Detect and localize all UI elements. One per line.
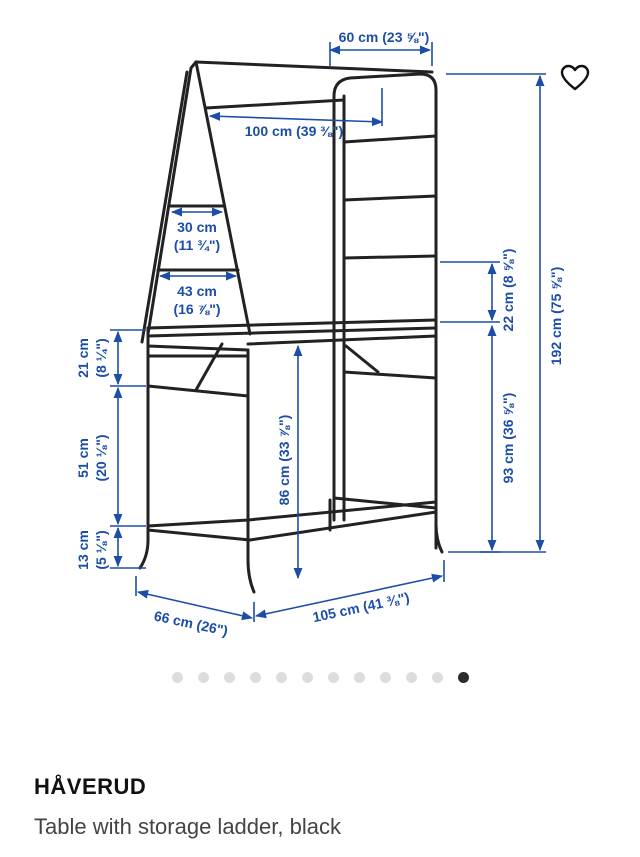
dim-left-low-gap-in: (5 ⅛") <box>93 530 109 570</box>
gallery-dot[interactable] <box>406 672 417 683</box>
favorite-button[interactable] <box>556 60 594 96</box>
product-name: HÅVERUD <box>34 774 147 799</box>
dim-depth: 66 cm (26") <box>152 607 230 639</box>
dim-upper-shelf-1-in: (11 ¾") <box>173 237 221 253</box>
dim-left-top-gap-in: (8 ¼") <box>93 338 109 378</box>
gallery-pagination <box>0 668 640 688</box>
dim-upper-shelf-2: 43 cm <box>177 283 217 299</box>
gallery-dot[interactable] <box>432 672 443 683</box>
dim-left-mid-gap-in: (20 ⅛") <box>93 434 109 482</box>
gallery-dot[interactable] <box>198 672 209 683</box>
gallery-dot[interactable] <box>224 672 235 683</box>
dim-left-mid-gap: 51 cm <box>75 438 91 478</box>
product-description: Table with storage ladder, black <box>34 814 341 839</box>
dim-ladder-span: 100 cm (39 ⅜") <box>244 123 344 139</box>
dim-table-height: 86 cm (33 ⅞") <box>276 414 292 506</box>
gallery-dot[interactable] <box>380 672 391 683</box>
heart-outline-icon <box>560 64 590 92</box>
dim-upper-shelf-1: 30 cm <box>177 219 217 235</box>
gallery-dot[interactable] <box>172 672 183 683</box>
dim-top-shelf-gap: 22 cm (8 ⅝") <box>500 248 516 332</box>
dim-top-width: 60 cm (23 ⅝") <box>338 29 430 45</box>
dim-upper-shelf-2-in: (16 ⅞") <box>173 301 221 317</box>
dim-total-height: 192 cm (75 ⅝") <box>548 266 564 366</box>
dim-shelf-height: 93 cm (36 ⅝") <box>500 392 516 484</box>
gallery-dot[interactable] <box>328 672 339 683</box>
dim-left-low-gap: 13 cm <box>75 530 91 570</box>
gallery-dot[interactable] <box>250 672 261 683</box>
gallery-dot[interactable] <box>354 672 365 683</box>
gallery-dot[interactable] <box>458 672 469 683</box>
gallery-dot[interactable] <box>302 672 313 683</box>
dim-width: 105 cm (41 ⅜") <box>311 589 411 626</box>
gallery-dot[interactable] <box>276 672 287 683</box>
dim-left-top-gap: 21 cm <box>75 338 91 378</box>
furniture-frame <box>140 62 442 592</box>
